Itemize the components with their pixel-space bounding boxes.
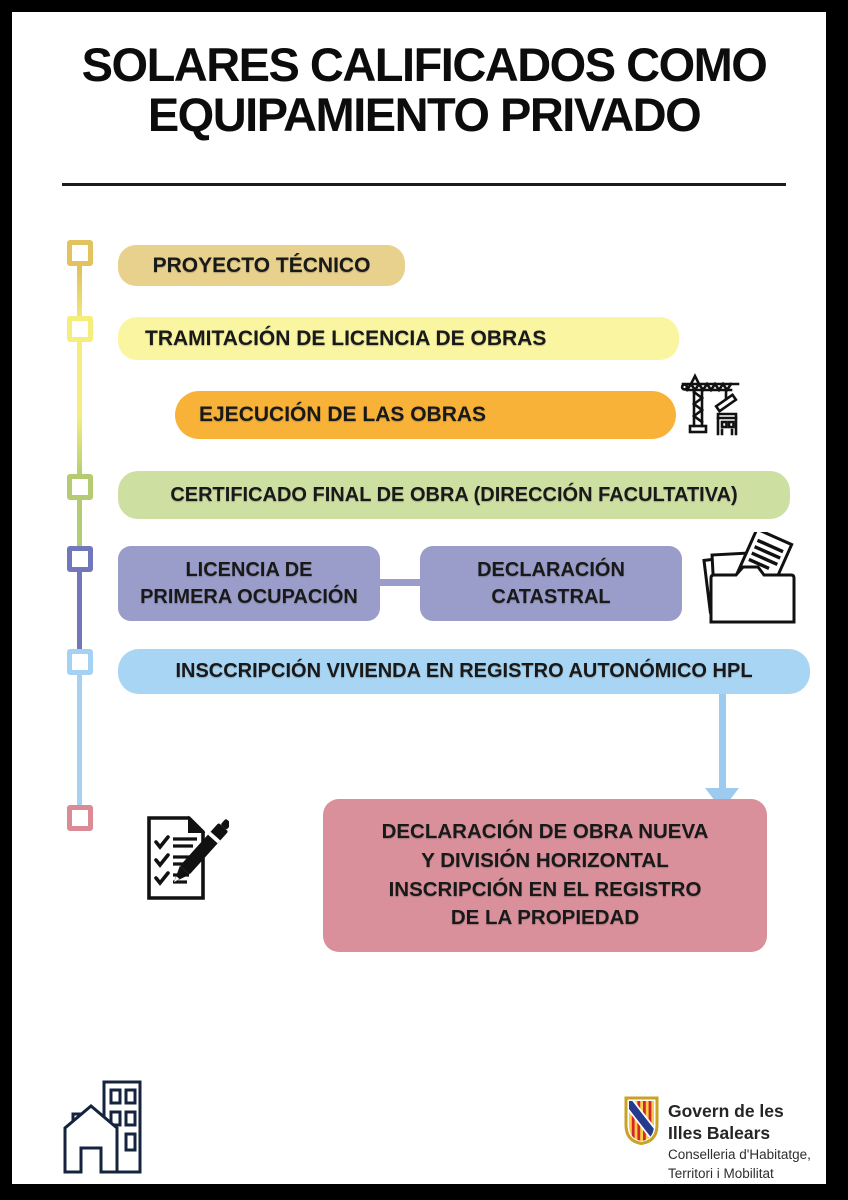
construction-crane-icon bbox=[678, 372, 748, 442]
timeline-square-yellow-icon bbox=[67, 316, 93, 342]
step-label-line1: DECLARACIÓN bbox=[477, 558, 625, 581]
house-building-icon bbox=[60, 1076, 150, 1176]
step-label-line4: DE LA PROPIEDAD bbox=[450, 906, 640, 930]
logo-dept-line2: Territori i Mobilitat bbox=[668, 1165, 774, 1181]
title-divider bbox=[62, 183, 786, 186]
step-proyecto-tecnico bbox=[118, 245, 405, 286]
balearic-coat-of-arms-icon bbox=[623, 1095, 660, 1146]
checklist-pen-icon bbox=[137, 810, 229, 904]
logo-org-line1: Govern de les bbox=[668, 1101, 784, 1121]
step-label-line1: DECLARACIÓN DE OBRA NUEVA bbox=[381, 820, 709, 844]
step-label-line1: LICENCIA DE bbox=[185, 558, 313, 581]
logo-org-name bbox=[668, 1101, 848, 1145]
step-label: INSCCRIPCIÓN VIVIENDA EN REGISTRO AUTONÓMICO HPL bbox=[175, 660, 753, 682]
step-insccripcion-registro-hpl bbox=[118, 649, 810, 694]
page-title-line2: EQUIPAMIENTO PRIVADO bbox=[147, 87, 701, 141]
timeline-square-pink-icon bbox=[67, 805, 93, 831]
step-label: PROYECTO TÉCNICO bbox=[152, 253, 371, 277]
timeline-square-blue-icon bbox=[67, 649, 93, 675]
step-declaracion-obra-nueva bbox=[323, 799, 767, 952]
logo-dept-line1: Conselleria d'Habitatge, bbox=[668, 1147, 811, 1162]
step-label-line2: PRIMERA OCUPACIÓN bbox=[140, 585, 358, 608]
timeline-square-purple-icon bbox=[67, 546, 93, 572]
step-declaracion-catastral bbox=[420, 546, 682, 621]
timeline-segment-2 bbox=[77, 338, 82, 478]
step-tramitacion-licencia bbox=[118, 317, 679, 360]
page-title-line1: SOLARES CALIFICADOS COMO bbox=[81, 38, 767, 91]
step-label-line3: INSCRIPCIÓN EN EL REGISTRO bbox=[388, 877, 702, 901]
logo-org-line2: Illes Balears bbox=[668, 1122, 771, 1143]
timeline-segment-5 bbox=[77, 671, 82, 809]
step-licencia-primera-ocupacion bbox=[118, 546, 380, 621]
step-label: TRAMITACIÓN DE LICENCIA DE OBRAS bbox=[145, 326, 547, 350]
timeline-segment-1 bbox=[77, 262, 82, 320]
logo-department-name bbox=[668, 1146, 848, 1184]
down-arrow-icon bbox=[719, 694, 726, 790]
step-certificado-final bbox=[118, 471, 790, 519]
page-title bbox=[0, 40, 848, 140]
step-label: EJECUCIÓN DE LAS OBRAS bbox=[199, 403, 487, 426]
timeline-segment-4 bbox=[77, 568, 82, 653]
step-label-line2: Y DIVISIÓN HORIZONTAL bbox=[421, 848, 669, 872]
step-label: CERTIFICADO FINAL DE OBRA (DIRECCIÓN FACULTATIVA) bbox=[170, 483, 738, 506]
timeline-segment-3 bbox=[77, 496, 82, 550]
timeline-square-gold-icon bbox=[67, 240, 93, 266]
folder-documents-icon bbox=[696, 532, 800, 627]
licencia-catastral-connector bbox=[380, 579, 420, 586]
step-ejecucion-obras bbox=[175, 391, 676, 439]
timeline-square-green-icon bbox=[67, 474, 93, 500]
step-label-line2: CATASTRAL bbox=[491, 585, 611, 608]
